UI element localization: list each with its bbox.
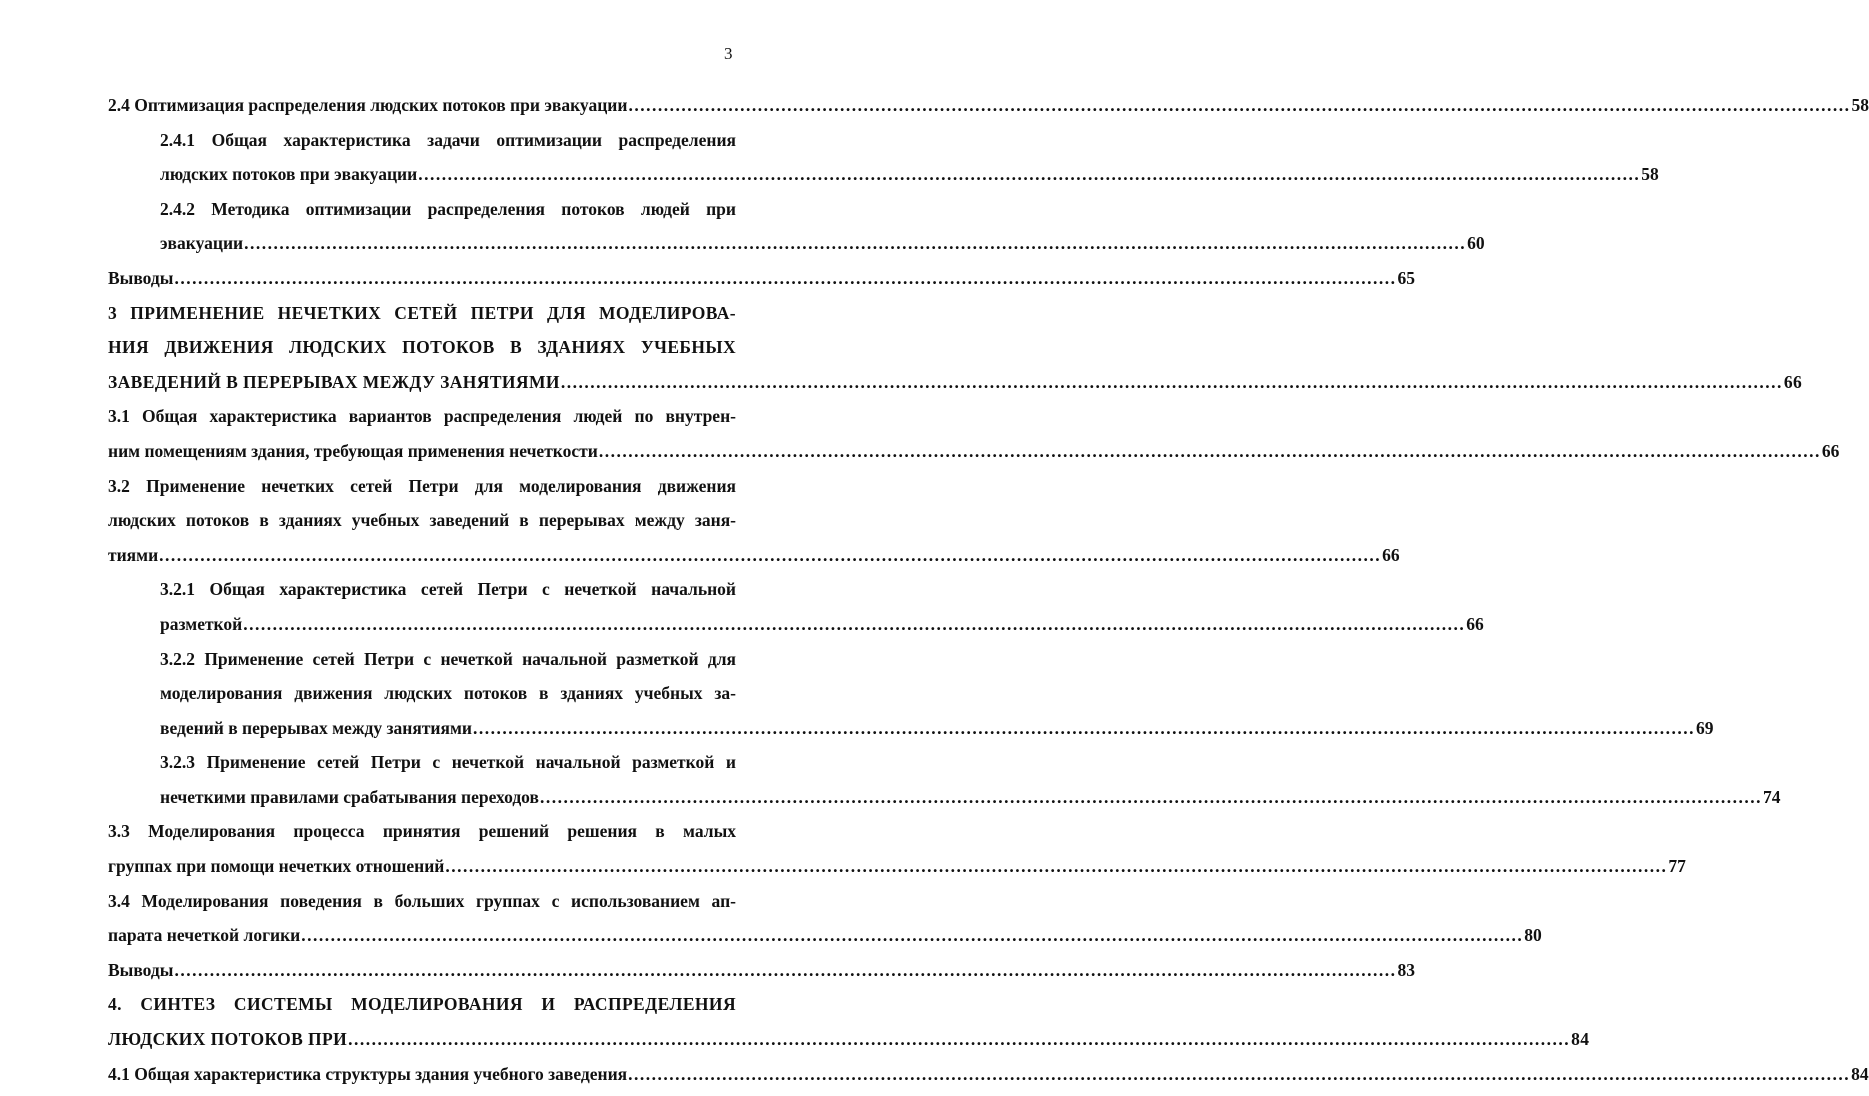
dot-leader: ................................................................................................................................................................................................................ — [174, 959, 1397, 980]
toc-entry-3-3 — [108, 814, 1686, 883]
toc-entry-4-1 — [108, 1057, 1869, 1092]
dot-leader: ................................................................................................................................................................................................................ — [348, 1029, 1571, 1050]
toc-page: 66 — [1382, 544, 1400, 565]
toc-text: 2.4.2 Методика оптимизации распределения потоков людей при — [160, 198, 736, 219]
toc-page: 66 — [1466, 613, 1484, 634]
toc-text: ведений в перерывах между занятиями — [160, 717, 472, 738]
toc-page: 66 — [1783, 371, 1803, 392]
table-of-contents — [108, 88, 1869, 1091]
toc-text: нечеткими правилами срабатывания переходов — [160, 786, 539, 807]
toc-page: 83 — [1397, 959, 1415, 980]
toc-text: 3.3 Моделирования процесса принятия решений решения в малых — [108, 821, 736, 842]
toc-entry-conclusions-3 — [108, 953, 1415, 988]
toc-text: 2.4.1 Общая характеристика задачи оптимизации распределения — [160, 129, 736, 150]
toc-entry-3-4 — [108, 884, 1542, 953]
toc-text: людских потоков в зданиях учебных заведений в перерывах между заня- — [108, 510, 736, 531]
dot-leader: ................................................................................................................................................................................................................ — [445, 856, 1668, 877]
toc-text: группах при помощи нечетких отношений — [108, 856, 445, 877]
dot-leader: ................................................................................................................................................................................................................ — [539, 786, 1762, 807]
toc-text: тиями — [108, 544, 159, 565]
toc-entry-2-4-2 — [108, 192, 1485, 261]
toc-entry-2-4-1 — [108, 123, 1659, 192]
toc-entry-chapter-4 — [108, 987, 1590, 1056]
toc-page: 80 — [1524, 925, 1542, 946]
dot-leader: ................................................................................................................................................................................................................ — [244, 233, 1467, 254]
toc-text: 4.1 Общая характеристика структуры здания учебного заведения — [108, 1063, 628, 1084]
toc-text: ЗАВЕДЕНИЙ В ПЕРЕРЫВАХ МЕЖДУ ЗАНЯТИЯМИ — [108, 371, 560, 392]
page-number: 3 — [724, 44, 733, 63]
toc-page: 60 — [1467, 233, 1485, 254]
dot-leader: ................................................................................................................................................................................................................ — [159, 544, 1382, 565]
toc-entry-conclusions-2 — [108, 261, 1415, 296]
toc-entry-3-2-3 — [108, 745, 1781, 814]
toc-entry-chapter-3 — [108, 296, 1803, 400]
toc-text: НИЯ ДВИЖЕНИЯ ЛЮДСКИХ ПОТОКОВ В ЗДАНИЯХ УЧЕБНЫХ — [108, 337, 736, 358]
toc-text: 3.4 Моделирования поведения в больших группах с использованием ап- — [108, 890, 736, 911]
toc-page: 66 — [1821, 440, 1840, 461]
toc-page: 58 — [1641, 164, 1659, 185]
toc-page: 84 — [1851, 1063, 1869, 1084]
toc-text: 3.1 Общая характеристика вариантов распределения людей по внутрен- — [108, 406, 736, 427]
dot-leader: ................................................................................................................................................................................................................ — [418, 164, 1641, 185]
toc-text: ним помещениям здания, требующая применения нечеткости — [108, 440, 598, 461]
dot-leader: ................................................................................................................................................................................................................ — [598, 440, 1821, 461]
toc-page: 69 — [1695, 717, 1714, 738]
dot-leader: ................................................................................................................................................................................................................ — [560, 371, 1783, 392]
dot-leader: ................................................................................................................................................................................................................ — [628, 95, 1851, 115]
toc-text: разметкой — [160, 613, 243, 634]
toc-entry-2-4 — [108, 88, 1869, 123]
toc-text: людских потоков при эвакуации — [160, 164, 418, 185]
toc-entry-3-2-2 — [108, 642, 1714, 746]
dot-leader: ................................................................................................................................................................................................................ — [472, 717, 1695, 738]
toc-page: 84 — [1571, 1029, 1590, 1050]
toc-text: парата нечеткой логики — [108, 925, 301, 946]
toc-text: моделирования движения людских потоков в зданиях учебных за- — [160, 683, 736, 704]
dot-leader: ................................................................................................................................................................................................................ — [174, 267, 1397, 288]
toc-text: эвакуации — [160, 233, 244, 254]
toc-text: 3.2 Применение нечетких сетей Петри для моделирования движения — [108, 475, 736, 496]
toc-entry-3-2 — [108, 469, 1400, 573]
toc-page: 77 — [1668, 856, 1686, 877]
toc-text: 3.2.2 Применение сетей Петри с нечеткой начальной разметкой для — [160, 648, 736, 669]
toc-page: 65 — [1397, 267, 1415, 288]
dot-leader: ................................................................................................................................................................................................................ — [628, 1063, 1851, 1084]
toc-text: ЛЮДСКИХ ПОТОКОВ ПРИ — [108, 1029, 348, 1050]
toc-text: Выводы — [108, 959, 174, 980]
toc-text: 3 ПРИМЕНЕНИЕ НЕЧЕТКИХ СЕТЕЙ ПЕТРИ ДЛЯ МОДЕЛИРОВА- — [108, 302, 736, 323]
toc-page: 74 — [1762, 786, 1781, 807]
dot-leader: ................................................................................................................................................................................................................ — [301, 925, 1524, 946]
toc-text: 2.4 Оптимизация распределения людских потоков при эвакуации — [108, 95, 628, 115]
toc-text: 4. СИНТЕЗ СИСТЕМЫ МОДЕЛИРОВАНИЯ И РАСПРЕДЕЛЕНИЯ — [108, 994, 736, 1015]
toc-text: 3.2.3 Применение сетей Петри с нечеткой начальной разметкой и — [160, 752, 736, 773]
toc-text: 3.2.1 Общая характеристика сетей Петри с нечеткой начальной — [160, 579, 736, 600]
toc-text: Выводы — [108, 267, 174, 288]
dot-leader: ................................................................................................................................................................................................................ — [243, 613, 1466, 634]
toc-entry-3-2-1 — [108, 572, 1484, 641]
toc-entry-3-1 — [108, 399, 1840, 468]
toc-page: 58 — [1851, 95, 1869, 115]
